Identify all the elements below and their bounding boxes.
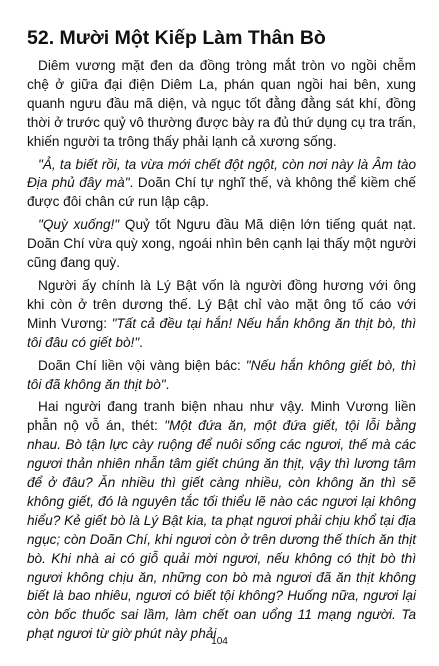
paragraph (27, 216, 416, 273)
text-run: . (165, 376, 170, 392)
italic-quote: "Quỳ xuống!" (38, 217, 120, 233)
paragraph (27, 277, 416, 353)
italic-quote: "Một đứa ăn, một đứa giết, tội lỗi bằng nhau. Bò tận lực cày ruộng để nuôi sống các ngươi, thế mà các ngươi thản nhiên nhẫn tâm giết chúng ăn thịt, vậy thì lương tâm để ở đâu? Ăn nhiều thì giết càng nhiều, còn không ăn thì sẽ không giết, đó là nguyên tắc tối thiểu lẽ nào các ngươi lại không hiểu? Kẻ giết bò là Lý Bật kia, ta phạt ngươi phải chịu khổ tại địa ngục; còn Doãn Chí, khi ngươi còn ở trên dương thế thích ăn thịt bò. Khi nhà ai có giỗ quải mời ngươi, nếu không có thịt bò thì ngươi không chịu ăn, những con bò mà ngươi đã ăn thịt không biết là bao nhiêu, ngươi có biết tội không? Huống nữa, ngươi lại còn bốc thuốc sai lầm, làm chết oan uổng 11 mạng người. Ta phạt ngươi từ giờ phút này phải (27, 418, 417, 642)
text-run: . Doãn Chí tự nghĩ thế, và không thể kiềm chế được đôi chân cứ run lập cập. (27, 175, 416, 210)
italic-quote: "Tất cả đều tại hắn! Nếu hắn không ăn thịt bò, thì tôi đâu có giết bò!" (27, 315, 416, 350)
italic-quote: "Ả, ta biết rồi, ta vừa mới chết đột ngột, còn nơi này là Âm tào Địa phủ đây mà" (27, 156, 416, 191)
chapter-title: 52. Mười Một Kiếp Làm Thân Bò (27, 27, 326, 49)
text-run: . (139, 334, 143, 350)
text-run: Người ấy chính là Lý Bật vốn là người đồng hương với ông khi còn ở trên dương thế. Lý Bật chỉ vào mặt ông tố cáo với Minh Vương: (27, 277, 416, 331)
text-run: Diêm vương mặt đen da đồng tròng mắt tròn vo ngồi chễm chệ ở giữa đại điện Diêm La, phán quan ngồi hai bên, xung quanh ngưu đầu mã diện, và ngục tốt đằng đằng sát khí, đồng thời ở trước quỷ vô thường được bày ra đủ thứ dụng cụ tra trấn, khiến người ta trông thấy phải lạnh cả xương sống. (27, 58, 416, 149)
text-run: Quỷ tốt Ngưu đầu Mã diện lớn tiếng quát nạt. Doãn Chí vừa quỳ xong, ngoái nhìn bên cạnh lại thấy một người cũng đang quỳ. (27, 217, 416, 271)
text-run: Doãn Chí liền vội vàng biện bác: (38, 357, 246, 373)
text-run: Hai người đang tranh biện nhau như vậy. Minh Vương liền phẫn nộ vỗ án, thét: (27, 399, 416, 434)
paragraph (27, 398, 416, 644)
paragraph (27, 156, 416, 213)
italic-quote: "Nếu hắn không giết bò, thì tôi đã không ăn thịt bò" (27, 357, 417, 392)
page-number: 104 (211, 636, 228, 647)
paragraph (27, 357, 416, 395)
document-page (27, 26, 416, 648)
paragraph (27, 57, 416, 152)
